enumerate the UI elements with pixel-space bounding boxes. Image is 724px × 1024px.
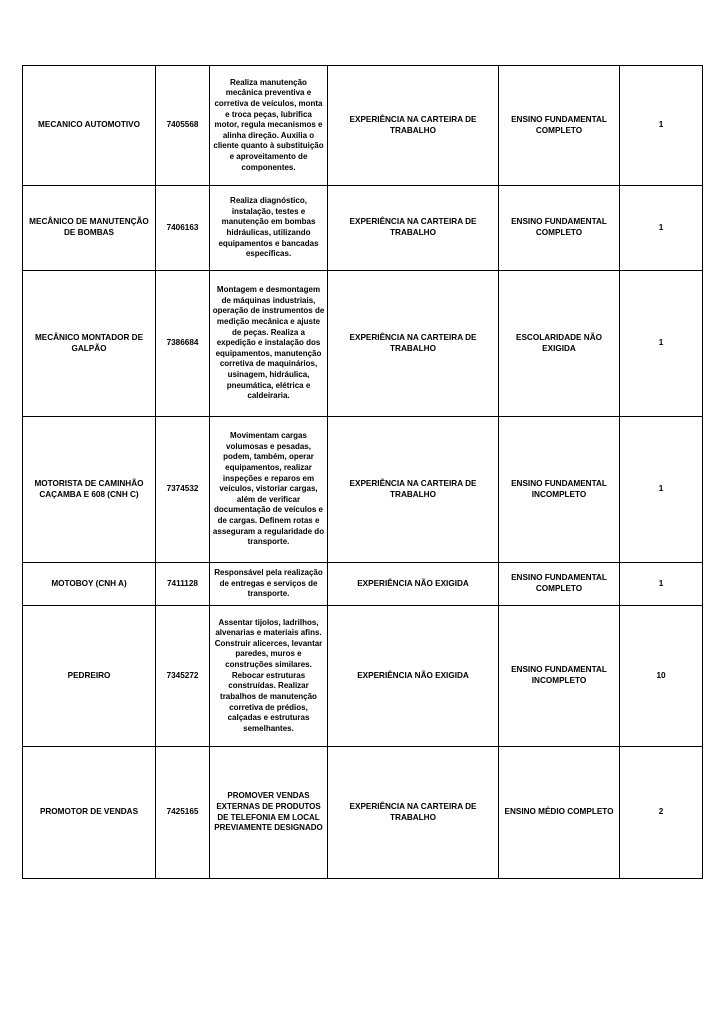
education-cell: ENSINO FUNDAMENTAL COMPLETO (499, 563, 620, 606)
table-row (23, 186, 703, 271)
education-cell: ENSINO MÉDIO COMPLETO (499, 747, 620, 879)
description-cell: Realiza diagnóstico, instalação, testes e manutenção em bombas hidráulicas, utilizando equipamentos e bancadas específicas. (210, 186, 328, 271)
experience-cell: EXPERIÊNCIA NA CARTEIRA DE TRABALHO (328, 271, 499, 417)
vacancies-cell: 1 (620, 563, 703, 606)
education-cell: ENSINO FUNDAMENTAL COMPLETO (499, 186, 620, 271)
table-row (23, 606, 703, 747)
code-cell: 7405568 (156, 66, 210, 186)
experience-cell: EXPERIÊNCIA NA CARTEIRA DE TRABALHO (328, 186, 499, 271)
education-cell: ESCOLARIDADE NÃO EXIGIDA (499, 271, 620, 417)
experience-cell: EXPERIÊNCIA NÃO EXIGIDA (328, 563, 499, 606)
description-cell: Movimentam cargas volumosas e pesadas, podem, também, operar equipamentos, realizar inspeções e reparos em veículos, vistoriar cargas, além de verificar documentação de veículos e de cargas. Definem rotas e asseguram a regularidade do transporte. (210, 417, 328, 563)
experience-cell: EXPERIÊNCIA NA CARTEIRA DE TRABALHO (328, 747, 499, 879)
vacancies-cell: 2 (620, 747, 703, 879)
description-cell: PROMOVER VENDAS EXTERNAS DE PRODUTOS DE TELEFONIA EM LOCAL PREVIAMENTE DESIGNADO (210, 747, 328, 879)
code-cell: 7386684 (156, 271, 210, 417)
occupation-cell: MECÂNICO MONTADOR DE GALPÃO (23, 271, 156, 417)
vacancies-cell: 1 (620, 271, 703, 417)
code-cell: 7411128 (156, 563, 210, 606)
occupation-cell: MOTOBOY (CNH A) (23, 563, 156, 606)
experience-cell: EXPERIÊNCIA NÃO EXIGIDA (328, 606, 499, 747)
table-row (23, 563, 703, 606)
table-row (23, 271, 703, 417)
vacancies-cell: 1 (620, 186, 703, 271)
vacancies-cell: 10 (620, 606, 703, 747)
occupation-cell: MECANICO AUTOMOTIVO (23, 66, 156, 186)
experience-cell: EXPERIÊNCIA NA CARTEIRA DE TRABALHO (328, 417, 499, 563)
code-cell: 7406163 (156, 186, 210, 271)
job-vacancies-table (22, 65, 703, 879)
table-row (23, 747, 703, 879)
occupation-cell: MECÂNICO DE MANUTENÇÃO DE BOMBAS (23, 186, 156, 271)
occupation-cell: PROMOTOR DE VENDAS (23, 747, 156, 879)
code-cell: 7345272 (156, 606, 210, 747)
education-cell: ENSINO FUNDAMENTAL INCOMPLETO (499, 606, 620, 747)
code-cell: 7374532 (156, 417, 210, 563)
description-cell: Realiza manutenção mecânica preventiva e corretiva de veículos, monta e troca peças, lubrifica motor, regula mecanismos e alinha direção. Auxilia o cliente quanto à substituição e aproveitamento de componentes. (210, 66, 328, 186)
occupation-cell: PEDREIRO (23, 606, 156, 747)
vacancies-cell: 1 (620, 66, 703, 186)
occupation-cell: MOTORISTA DE CAMINHÃO CAÇAMBA E 608 (CNH C) (23, 417, 156, 563)
vacancies-cell: 1 (620, 417, 703, 563)
education-cell: ENSINO FUNDAMENTAL COMPLETO (499, 66, 620, 186)
description-cell: Montagem e desmontagem de máquinas industriais, operação de instrumentos de medição mecânica e ajuste de peças. Realiza a expedição e instalação dos equipamentos, manutenção corretiva de maquinários, usinagem, hidráulica, pneumática, elétrica e caldeiraria. (210, 271, 328, 417)
education-cell: ENSINO FUNDAMENTAL INCOMPLETO (499, 417, 620, 563)
code-cell: 7425165 (156, 747, 210, 879)
table-row (23, 417, 703, 563)
description-cell: Assentar tijolos, ladrilhos, alvenarias e materiais afins. Construir alicerces, levantar paredes, muros e construções similares. Rebocar estruturas construídas. Realizar trabalhos de manutenção corretiva de prédios, calçadas e estruturas semelhantes. (210, 606, 328, 747)
experience-cell: EXPERIÊNCIA NA CARTEIRA DE TRABALHO (328, 66, 499, 186)
table-row (23, 66, 703, 186)
description-cell: Responsável pela realização de entregas e serviços de transporte. (210, 563, 328, 606)
